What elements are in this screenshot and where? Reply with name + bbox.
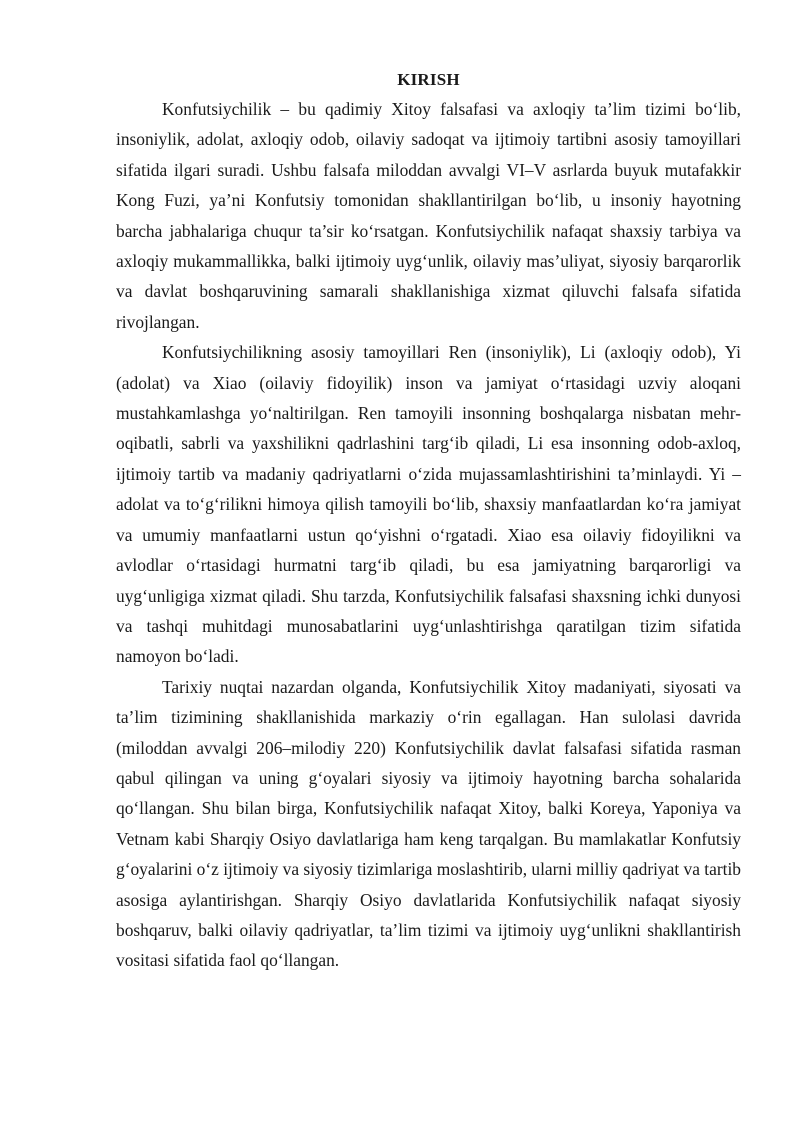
paragraph-history: Tarixiy nuqtai nazardan olganda, Konfutsiychilik Xitoy madaniyati, siyosati va ta’lim tizimining shakllanishida markaziy o‘rin egallagan. Han sulolasi davrida (miloddan avvalgi 206–milodiy 220) Konfutsiychilik davlat falsafasi sifatida rasman qabul qilingan va uning g‘oyalari siyosiy va ijtimoiy hayotning barcha sohalarida qo‘llangan. Shu bilan birga, Konfutsiychilik nafaqat Xitoy, balki Koreya, Yaponiya va Vetnam kabi Sharqiy Osiyo davlatlariga ham keng tarqalgan. Bu mamlakatlar Konfutsiy g‘oyalarini o‘z ijtimoiy va siyosiy tizimlariga moslashtirib, ularni milliy qadriyat va tartib asosiga aylantirishgan. Sharqiy Osiyo davlatlarida Konfutsiychilik nafaqat siyosiy boshqaruv, balki oilaviy qadriyatlar, ta’lim tizimi va ijtimoiy uyg‘unlikni shakllantirish vositasi sifatida faol qo‘llangan.: [116, 676, 741, 971]
paragraph-principles: Konfutsiychilikning asosiy tamoyillari Ren (insoniylik), Li (axloqiy odob), Yi (adolat) va Xiao (oilaviy fidoyilik) inson va jamiyat o‘rtasidagi uzviy aloqani mustahkamlashga yo‘naltirilgan. Ren tamoyili insonning boshqalarga nisbatan mehr-oqibatli, sabrli va yaxshilikni qadrlashini targ‘ib qiladi, Li esa insonning odob-axloq, ijtimoiy tartib va madaniy qadriyatlarni o‘zida mujassamlashtirishini ta’minlaydi. Yi – adolat va to‘g‘rilikni himoya qilish tamoyili bo‘lib, shaxsiy manfaatlardan ko‘ra jamiyat va umumiy manfaatlarni ustun qo‘yishni o‘rgatadi. Xiao esa oilaviy fidoyilikni va avlodlar o‘rtasidagi hurmatni targ‘ib qiladi, bu esa jamiyatning barqarorligi va uyg‘unligiga xizmat qiladi. Shu tarzda, Konfutsiychilik falsafasi shaxsning ichki dunyosi va tashqi muhitdagi munosabatlarini uyg‘unlashtirishga qaratilgan tizim sifatida namoyon bo‘ladi.: [116, 342, 741, 667]
paragraph-intro: Konfutsiychilik – bu qadimiy Xitoy falsafasi va axloqiy ta’lim tizimi bo‘lib, insoniylik, adolat, axloqiy odob, oilaviy sadoqat va ijtimoiy tartibni asosiy tamoyillari sifatida ilgari suradi. Ushbu falsafa miloddan avvalgi VI–V asrlarda buyuk mutafakkir Kong Fuzi, ya’ni Konfutsiy tomonidan shakllantirilgan bo‘lib, u insoniy hayotning barcha jabhalariga chuqur ta’sir ko‘rsatgan. Konfutsiychilik nafaqat shaxsiy tarbiya va axloqiy mukammallikka, balki ijtimoiy uyg‘unlik, oilaviy mas’uliyat, siyosiy barqarorlik va davlat boshqaruvining samarali shakllanishiga xizmat qiluvchi falsafa sifatida rivojlangan.: [116, 99, 741, 332]
document-page: [116, 70, 741, 976]
page-title: KIRISH: [397, 70, 460, 89]
